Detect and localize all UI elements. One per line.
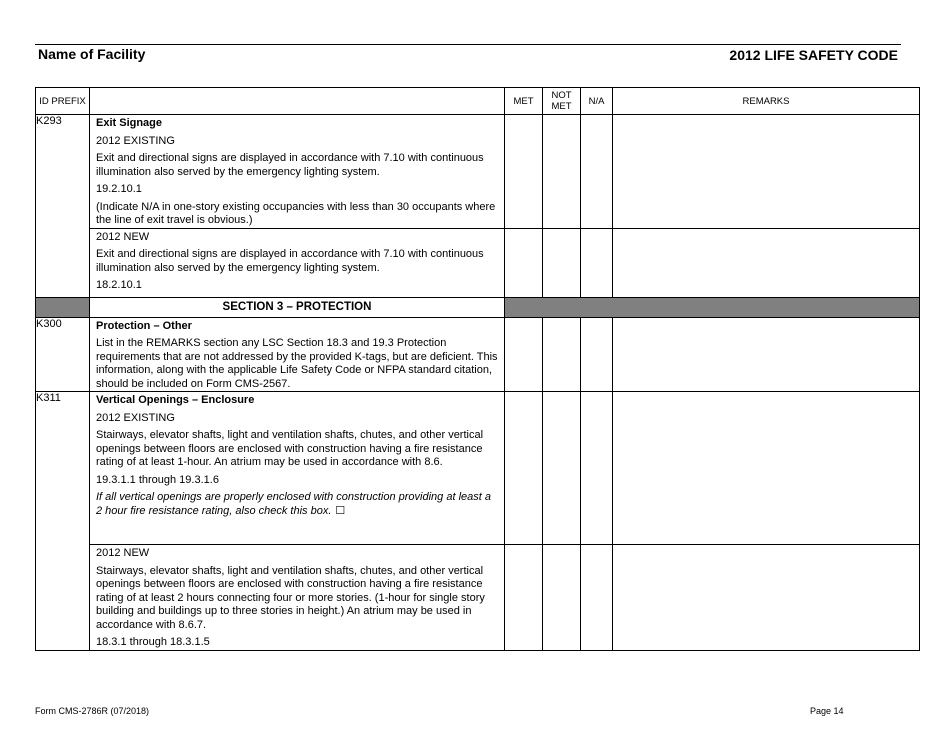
not-met-cell[interactable] <box>543 228 581 297</box>
k293-title: Exit Signage <box>96 117 163 129</box>
k293-existing-text: Exit and directional signs are displayed in accordance with 7.10 with continuous illumination also served by the emergency lighting system. <box>96 152 484 178</box>
section-3-title: SECTION 3 – PROTECTION <box>90 297 505 317</box>
id-prefix-header: ID PREFIX <box>36 88 90 115</box>
checkbox-icon[interactable]: ☐ <box>335 504 346 517</box>
k293-new-ref: 18.2.10.1 <box>96 279 142 291</box>
met-cell[interactable] <box>505 392 543 545</box>
k311-existing-ref: 19.3.1.1 through 19.3.1.6 <box>96 473 219 486</box>
remarks-cell[interactable] <box>613 228 920 297</box>
section-row <box>36 297 920 317</box>
k311-existing-note-block <box>90 491 504 518</box>
table-row <box>36 317 920 392</box>
k293-new-label: 2012 NEW <box>96 230 150 243</box>
table-row <box>36 228 920 297</box>
met-header: MET <box>505 88 543 115</box>
k311-existing-block <box>90 392 505 545</box>
table-header-row <box>36 88 920 115</box>
k300-id: K300 <box>36 317 90 392</box>
met-cell[interactable] <box>505 228 543 297</box>
k300-block <box>90 317 505 392</box>
description-header <box>90 88 505 115</box>
na-cell[interactable] <box>581 317 613 392</box>
met-cell[interactable] <box>505 317 543 392</box>
life-safety-code-title: 2012 LIFE SAFETY CODE <box>729 47 898 63</box>
k311-existing-note: If all vertical openings are properly enclosed with construction providing at least a 2 hour fire resistance rating, also check this box. <box>96 491 491 517</box>
k293-existing-block <box>90 115 505 229</box>
na-cell[interactable] <box>581 115 613 229</box>
k293-id: K293 <box>36 115 90 298</box>
facility-name-label: Name of Facility <box>38 46 146 62</box>
met-cell[interactable] <box>505 115 543 229</box>
met-cell[interactable] <box>505 545 543 651</box>
form-number: Form CMS-2786R (07/2018) <box>35 706 150 716</box>
k311-new-ref: 18.3.1 through 18.3.1.5 <box>96 636 210 648</box>
k293-existing-ref: 19.2.10.1 <box>96 183 142 195</box>
k311-title: Vertical Openings – Enclosure <box>96 394 255 406</box>
k311-new-text: Stairways, elevator shafts, light and ventilation shafts, chutes, and other vertical openings between floors are enclosed with construction having a fire resistance rating of at least 2 hours connecting four or more stories. (1-hour for single story building and buildings up to three stories in height.) An atrium may be used in accordance with 8.6.7. <box>96 564 485 631</box>
remarks-header: REMARKS <box>613 88 920 115</box>
remarks-cell[interactable] <box>613 317 920 392</box>
header-rule <box>35 44 901 45</box>
table-row <box>36 392 920 545</box>
na-header: N/A <box>581 88 613 115</box>
na-cell[interactable] <box>581 228 613 297</box>
lsc-checklist-table <box>35 87 920 651</box>
k293-existing-label: 2012 EXISTING <box>96 134 175 147</box>
not-met-cell[interactable] <box>543 392 581 545</box>
k300-text: List in the REMARKS section any LSC Section 18.3 and 19.3 Protection requirements that are not addressed by the provided K-tags, but are deficient. This information, along with the applicable Life Safety Code or NFPA standard citation, should be included on Form CMS-2567. <box>96 337 498 390</box>
k311-id: K311 <box>36 392 90 651</box>
k293-new-text: Exit and directional signs are displayed in accordance with 7.10 with continuous illumination also served by the emergency lighting system. <box>96 248 484 274</box>
section-shade-left <box>36 297 90 317</box>
section-shade-right <box>505 297 920 317</box>
table-row <box>36 545 920 651</box>
not-met-cell[interactable] <box>543 317 581 392</box>
k311-existing-text: Stairways, elevator shafts, light and ventilation shafts, chutes, and other vertical openings between floors are enclosed with construction having a fire resistance rating of at least 1-hour. An atrium may be used in accordance with 8.6. <box>96 429 484 468</box>
k300-title: Protection – Other <box>96 319 192 332</box>
not-met-cell[interactable] <box>543 545 581 651</box>
remarks-cell[interactable] <box>613 115 920 229</box>
na-cell[interactable] <box>581 392 613 545</box>
k311-existing-label: 2012 EXISTING <box>96 411 175 424</box>
page-number: Page 14 <box>810 706 844 716</box>
table-row <box>36 115 920 229</box>
not-met-header: NOT MET <box>543 88 581 115</box>
k311-new-block <box>90 545 505 651</box>
na-cell[interactable] <box>581 545 613 651</box>
k311-new-label: 2012 NEW <box>96 547 150 559</box>
not-met-cell[interactable] <box>543 115 581 229</box>
k293-new-block <box>90 228 505 297</box>
remarks-cell[interactable] <box>613 392 920 545</box>
k293-existing-note: (Indicate N/A in one-story existing occupancies with less than 30 occupants where the line of exit travel is obvious.) <box>96 200 496 226</box>
remarks-cell[interactable] <box>613 545 920 651</box>
